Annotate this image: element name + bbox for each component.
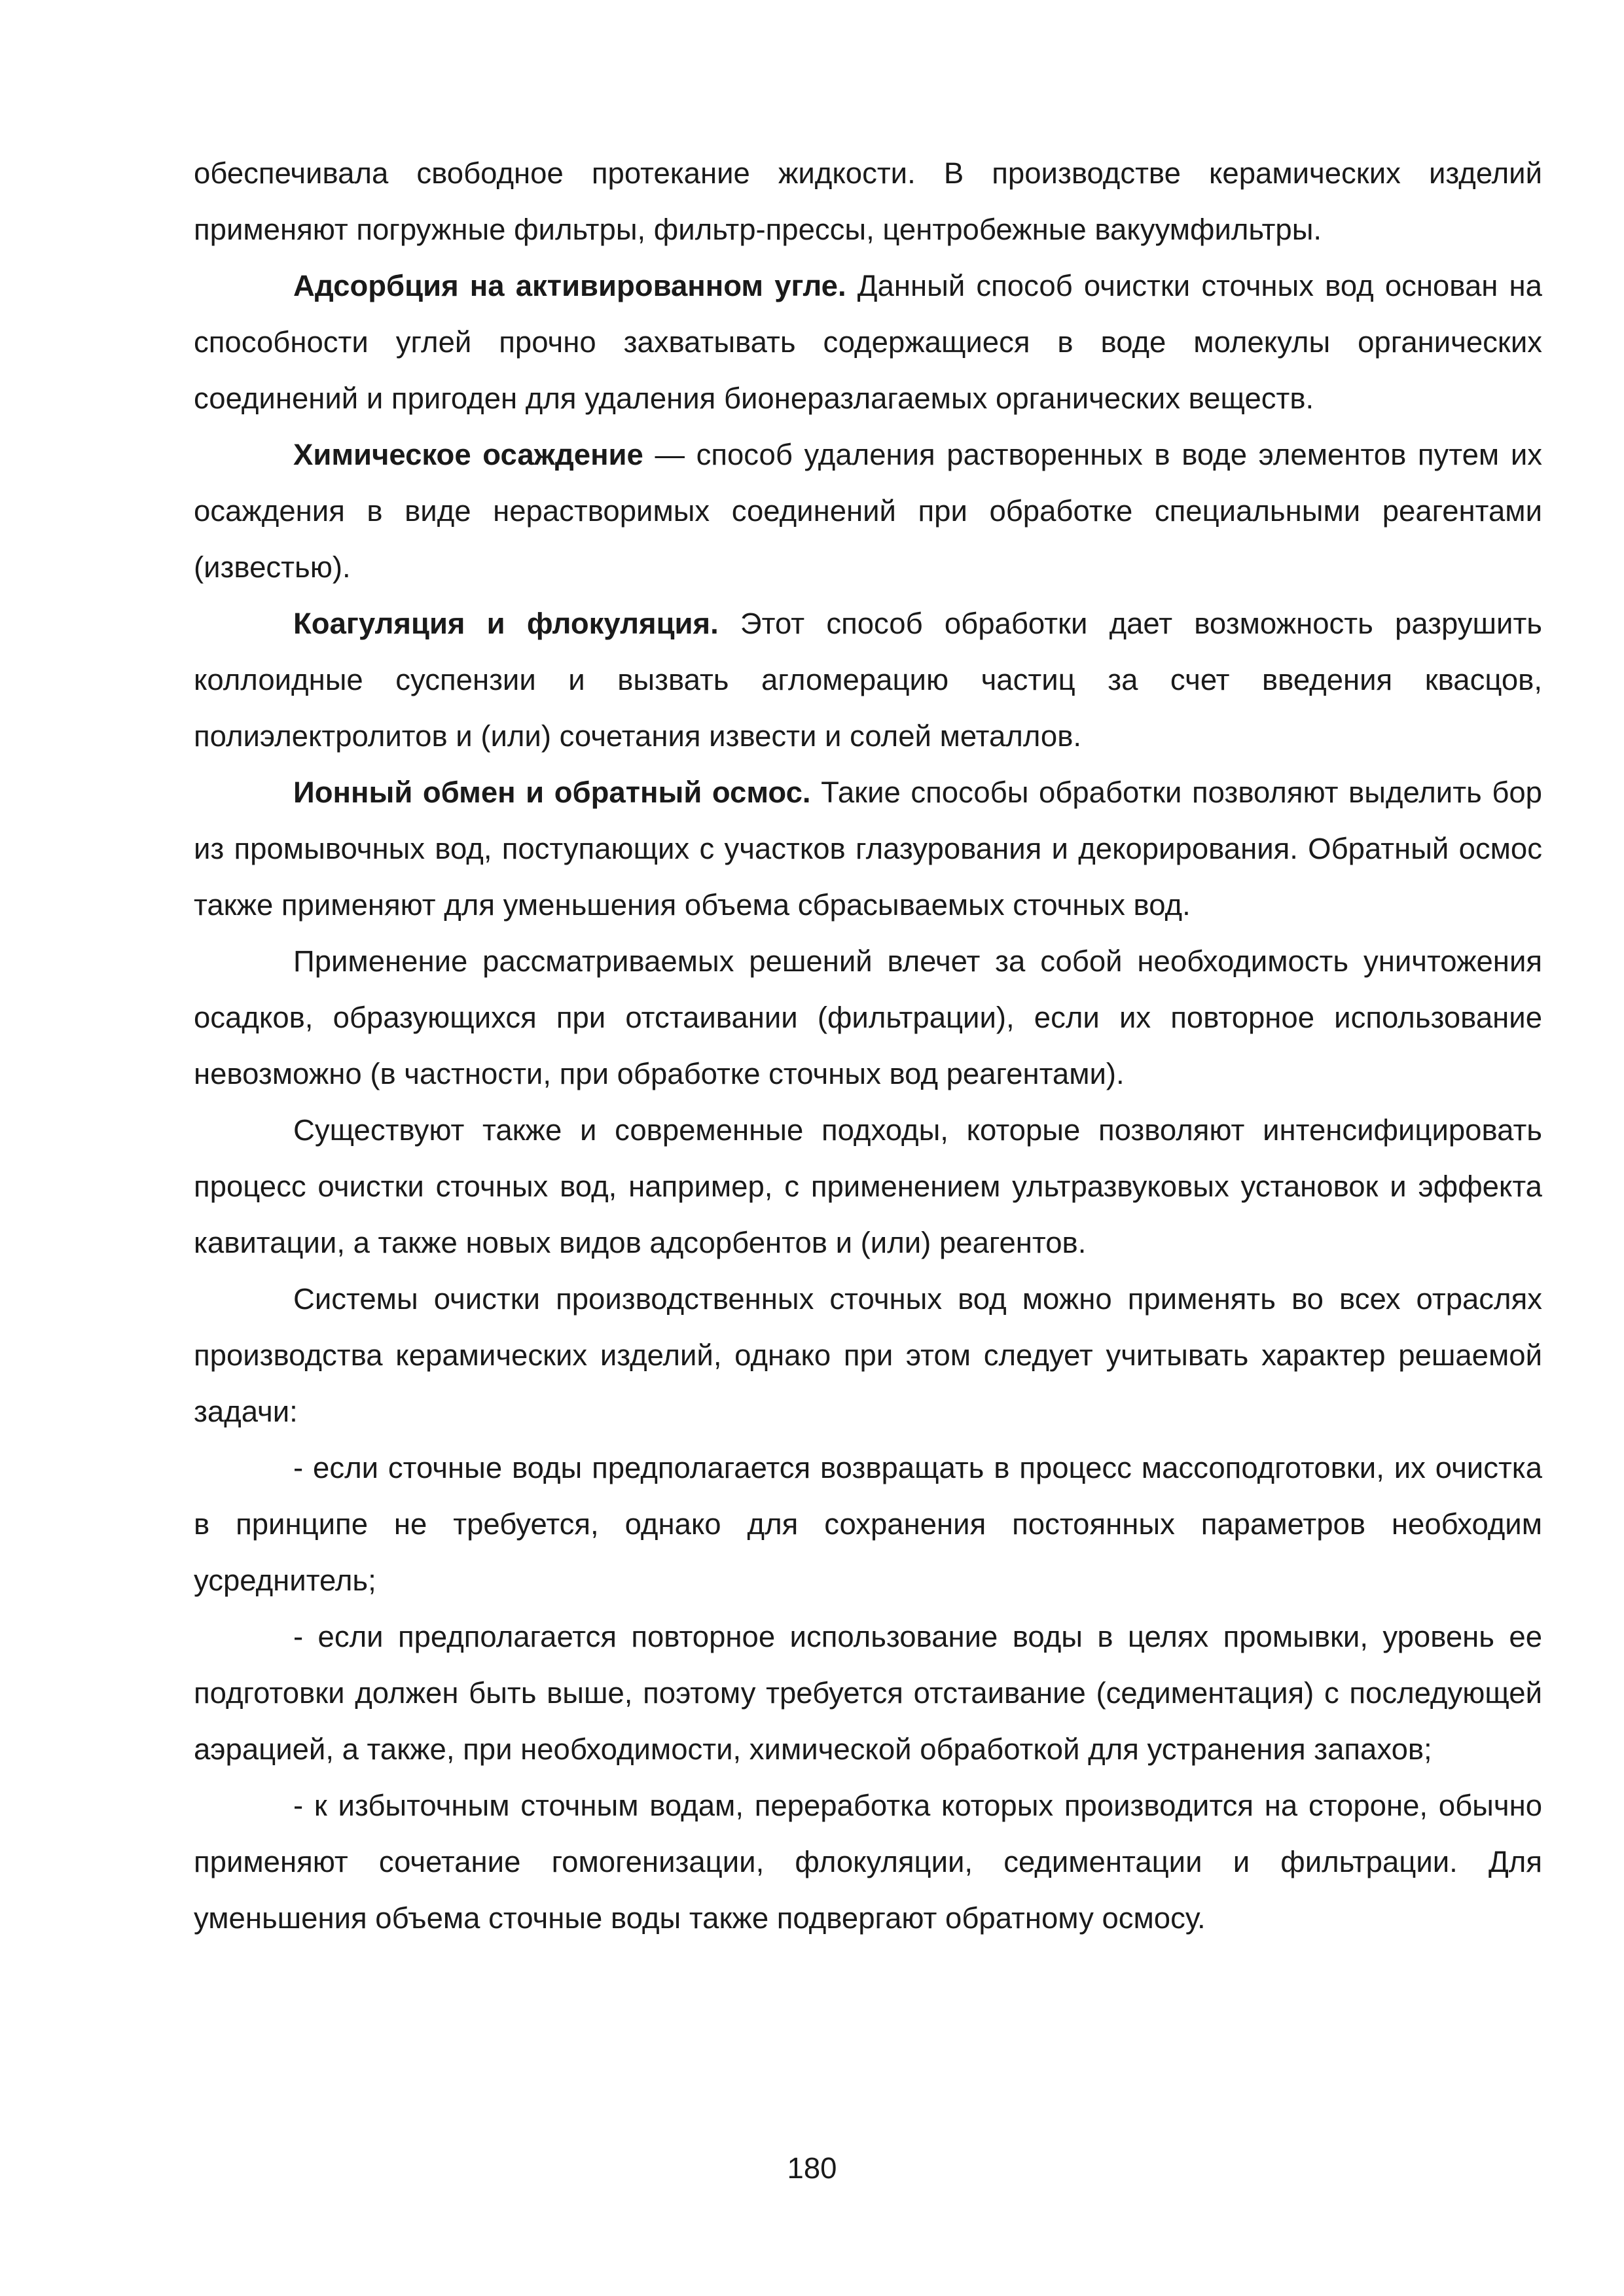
- paragraph-term: Коагуляция и флокуляция.: [293, 607, 719, 640]
- list-item-reuse-washing: [194, 1609, 1542, 1778]
- paragraph-text: - если предполагается повторное использование воды в целях промывки, уровень ее подготовки должен быть выше, поэтому требуется отстаивание (седиментация) с последующей аэрацией, а также, при необходимости, химической обработкой для устранения запахов;: [194, 1620, 1542, 1766]
- paragraph-text: Существуют также и современные подходы, которые позволяют интенсифицировать процесс очистки сточных вод, например, с применением ультразвуковых установок и эффекта кавитации, а также новых видов адсорбентов и (или) реагентов.: [194, 1113, 1542, 1259]
- paragraph-coagulation: [194, 596, 1542, 764]
- paragraph-systems-application: [194, 1271, 1542, 1440]
- paragraph-text: - к избыточным сточным водам, переработка которых производится на стороне, обычно применяют сочетание гомогенизации, флокуляции, седиментации и фильтрации. Для уменьшения объема сточные воды также подвергают обратному осмосу.: [194, 1789, 1542, 1935]
- paragraph-sludge-disposal: [194, 933, 1542, 1102]
- paragraph-continuation: [194, 145, 1542, 258]
- paragraph-term: Ионный обмен и обратный осмос.: [293, 776, 811, 809]
- list-item-mass-preparation: [194, 1440, 1542, 1609]
- paragraph-adsorption: [194, 258, 1542, 427]
- paragraph-chemical-precipitation: [194, 427, 1542, 596]
- list-item-excess-water: [194, 1778, 1542, 1946]
- paragraph-term: Химическое осаждение: [293, 438, 643, 471]
- paragraph-text: Применение рассматриваемых решений влечет за собой необходимость уничтожения осадков, образующихся при отстаивании (фильтрации), если их повторное использование невозможно (в частности, при обработке сточных вод реагентами).: [194, 944, 1542, 1090]
- page-number: 180: [787, 2151, 837, 2185]
- paragraph-text: Данный способ очистки сточных вод основан на способности углей прочно захватывать содержащиеся в воде молекулы органических соединений и пригоден для удаления бионеразлагаемых органических веществ.: [194, 269, 1542, 415]
- paragraph-modern-approaches: [194, 1102, 1542, 1271]
- body-text: [194, 145, 1542, 1946]
- paragraph-ion-exchange: [194, 764, 1542, 933]
- paragraph-text: обеспечивала свободное протекание жидкости. В производстве керамических изделий применяют погружные фильтры, фильтр-прессы, центробежные вакуумфильтры.: [194, 156, 1542, 246]
- paragraph-text: - если сточные воды предполагается возвращать в процесс массоподготовки, их очистка в принципе не требуется, однако для сохранения постоянных параметров необходим усреднитель;: [194, 1451, 1542, 1597]
- paragraph-text: — способ удаления растворенных в воде элементов путем их осаждения в виде нерастворимых соединений при обработке специальными реагентами (известью).: [194, 438, 1542, 584]
- paragraph-text: Этот способ обработки дает возможность разрушить коллоидные суспензии и вызвать агломерацию частиц за счет введения квасцов, полиэлектролитов и (или) сочетания извести и солей металлов.: [194, 607, 1543, 753]
- paragraph-term: Адсорбция на активированном угле.: [293, 269, 846, 302]
- paragraph-text: Системы очистки производственных сточных вод можно применять во всех отраслях производства керамических изделий, однако при этом следует учитывать характер решаемой задачи:: [194, 1282, 1542, 1428]
- paragraph-text: Такие способы обработки позволяют выделить бор из промывочных вод, поступающих с участков глазурования и декорирования. Обратный осмос также применяют для уменьшения объема сбрасываемых сточных вод.: [194, 776, 1542, 922]
